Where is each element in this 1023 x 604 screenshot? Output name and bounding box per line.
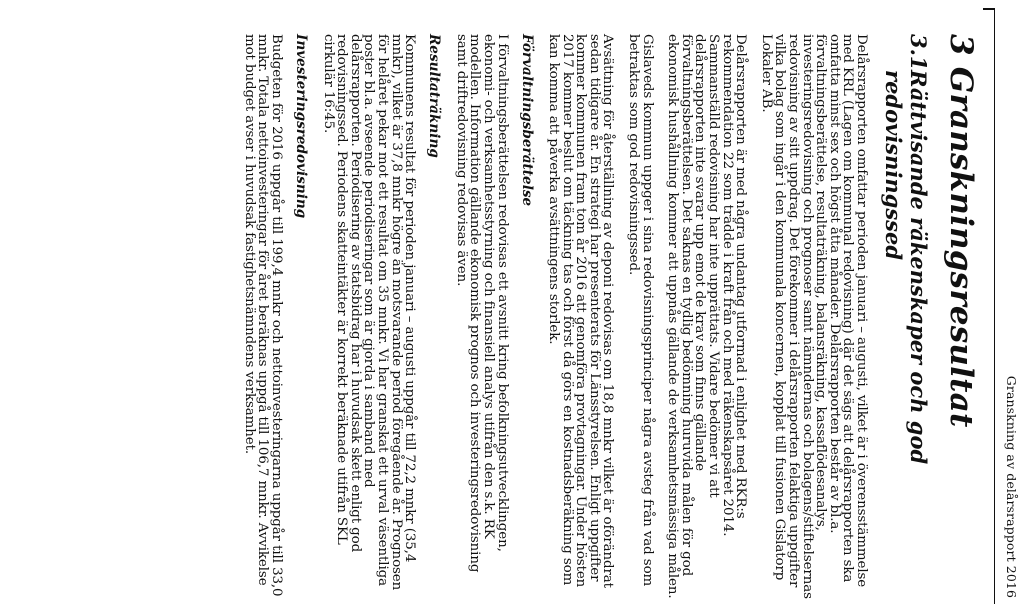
section-number: 3.1 xyxy=(906,34,931,71)
running-header: Granskning av delårsrapport 2016 xyxy=(1004,375,1019,598)
body-paragraph: Gislaveds kommun uppger i sina redovisningsprinciper några avsteg från vad som betraktas som god redovisningssed. xyxy=(626,34,655,587)
page-content xyxy=(230,34,979,599)
section-title-line-2: redovisningssed xyxy=(881,70,906,261)
chapter-number: 3 xyxy=(943,34,979,56)
body-paragraph: Delårsrapporten är med några undantag utformad i enlighet med RKR:s rekommendation 22 som trädde i kraft från och med räkenskapsåret 2014. Sammanställd redovisning har inte upprättats. Vidare bedömer vi att delårsrapporten inte svarar upp emot de krav som finns gällande förvaltningsberättelsen. Det saknas en tydlig bedömning huruvida målen för god ekonomisk hushållning kommer att uppnås gällande de verksamhetsmässiga målen. xyxy=(665,34,749,599)
subheading-forvaltningsberattelse: Förvaltningsberättelse xyxy=(518,34,535,207)
section-title xyxy=(881,70,931,464)
body-paragraph: Avsättning för återställning av deponi redovisas om 18,8 mnkr vilket är oförändrat sedan tidigare år. En strategi har presenterats för Länsstyrelsen. Enligt uppgifter kommer kommunen fram tom år 2016 att genomföra provtagningar. Under hösten 2017 kommer beslut om täckning tas och först då görs en kostnadsberäkning som kan komma att påverka avsättningens storlek. xyxy=(546,34,616,588)
section-heading xyxy=(881,34,931,599)
body-paragraph: Budgeten för 2016 uppgår till 199,4 mnkr och nettoinvesteringarna uppgår till 33,0 mnkr. Totala nettoinvesteringar för året beräknas uppgå till 106,7 mnkr. Avvikelse mot budget avser i huvudsak fastighetsnämndens verksamhet. xyxy=(241,34,284,597)
header-rule-tick xyxy=(983,8,995,10)
body-paragraph: Kommunens resultat för perioden januari – augusti uppgår till 72,2 mnkr (35,4 mnkr), vilket är 37,8 mnkr högre än motsvarande period föregående år. Prognosen för helåret pekar mot ett resultat om 35 mnkr. Vi har granskat ett urval väsentliga poster bl.a. avseende periodiseringar som är gjorda i samband med delårsrapporten. Periodisering av statsbidrag har i huvudsak skett enligt god redovisningssed. Periodens skatteintäkter är korrekt beräknade utifrån SKL cirkulär 16:45. xyxy=(320,34,418,591)
subheading-investeringsredovisning: Investeringsredovisning xyxy=(293,34,309,219)
chapter-heading xyxy=(943,34,979,599)
subheading-resultatrakning: Resultaträkning xyxy=(426,34,443,158)
header-rule xyxy=(994,8,995,604)
body-paragraph: I förvaltningsberättelsen redovisas ett avsnitt kring befolkningsutvecklingen, ekonomi- och verksamhetsstyrning och finansiell analys utifrån den s.k. RK modellen. Information gällande ekonomisk prognos och investeringsredovisning samt driftredovisning redovisas även. xyxy=(453,34,510,573)
body-paragraph: Delårsrapporten omfattar perioden januari – augusti, vilket är i överensstämmelse med KRL (Lagen om kommunal redovisning) där det sägs att delårsrapporten ska omfatta minst sex och högst åtta månader. Delårsrapporten består av bl.a. förvaltningsberättelse, resultaträkning, balansräkning, kassaflödesanalys, investeringsredovisning och prognoser samt nämndernas och bolagens/stiftelsernas redovisning av sitt uppdrag. Det förekommer i delårsrapporten felaktiga uppgifter vilka bolag som ingår i den kommunala koncernen, kopplat till fusionen Gislatorp Lokaler AB. xyxy=(758,34,869,599)
section-title-line-1: Rättvisande räkenskaper och god xyxy=(906,70,931,465)
chapter-title: Granskningsresultat xyxy=(943,66,979,428)
